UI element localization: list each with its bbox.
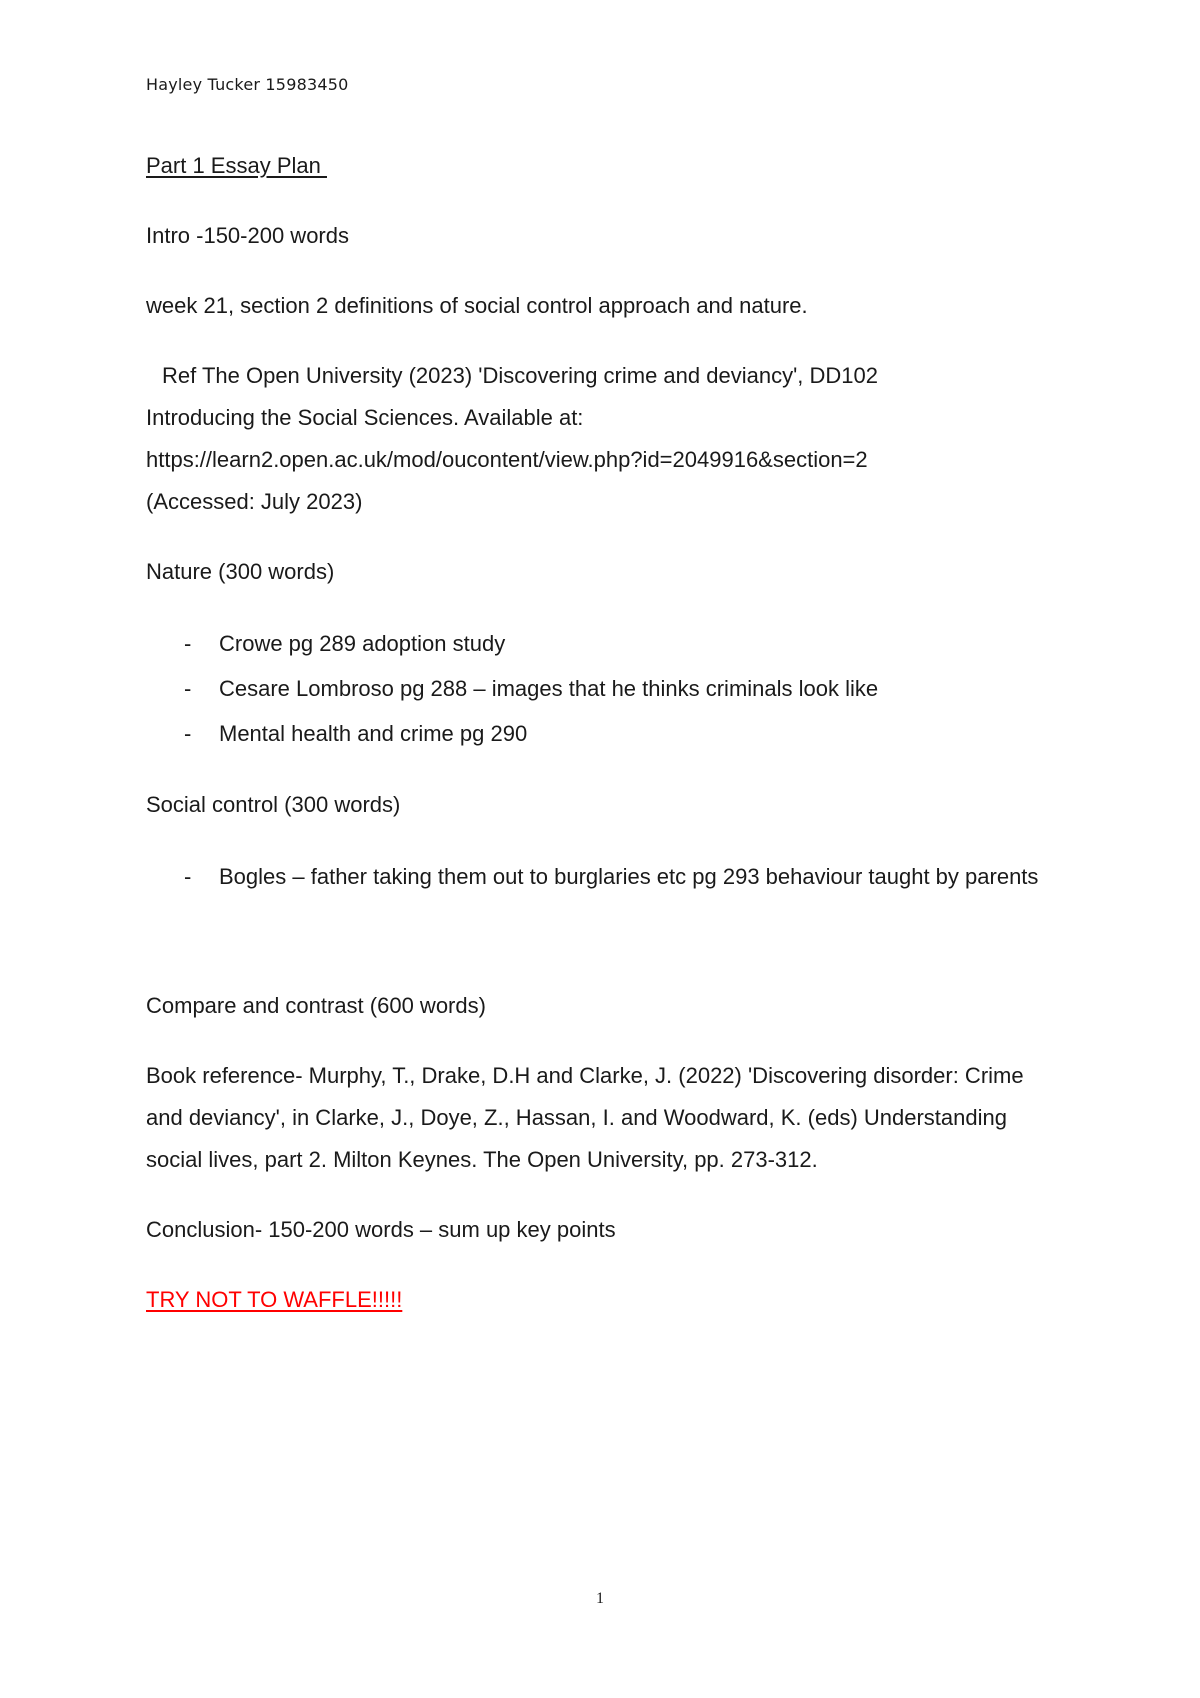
document-title bbox=[146, 145, 1066, 187]
reference-line-2: Introducing the Social Sciences. Available at: bbox=[146, 405, 584, 430]
list-item-text: Cesare Lombroso pg 288 – images that he thinks criminals look like bbox=[219, 676, 879, 701]
reference-open-university bbox=[146, 355, 1066, 523]
list-item-text: Bogles – father taking them out to burglaries etc pg 293 behaviour taught by parents bbox=[219, 864, 1039, 889]
list-marker: - bbox=[184, 676, 192, 701]
list-item bbox=[146, 854, 1066, 899]
reference-accessed: (Accessed: July 2023) bbox=[146, 489, 363, 514]
blank-spacer bbox=[146, 927, 1066, 985]
book-reference: Book reference- Murphy, T., Drake, D.H and Clarke, J. (2022) 'Discovering disorder: Crime and deviancy', in Clarke, J., Doye, Z., Hassan, I. and Woodward, K. (eds) Understanding social lives, part 2. Milton Keynes. The Open University, pp. 273-312. bbox=[146, 1063, 1024, 1172]
reference-url: https://learn2.open.ac.uk/mod/oucontent/view.php?id=2049916&section=2 bbox=[146, 447, 868, 472]
document-body bbox=[146, 145, 1066, 1349]
title-text: Part 1 Essay Plan bbox=[146, 153, 327, 178]
nature-list bbox=[146, 621, 1066, 756]
list-item bbox=[146, 711, 1066, 756]
reference-line-1: Ref The Open University (2023) 'Discovering crime and deviancy', DD102 bbox=[162, 363, 878, 388]
list-item-text: Mental health and crime pg 290 bbox=[219, 721, 528, 746]
page-number: 1 bbox=[596, 1590, 604, 1607]
compare-contrast-heading: Compare and contrast (600 words) bbox=[146, 993, 486, 1018]
conclusion-text: Conclusion- 150-200 words – sum up key points bbox=[146, 1217, 616, 1242]
list-item bbox=[146, 666, 1066, 711]
social-control-list bbox=[146, 854, 1066, 899]
intro-heading: Intro -150-200 words bbox=[146, 223, 349, 248]
warning-note bbox=[146, 1279, 1066, 1321]
list-item-text: Crowe pg 289 adoption study bbox=[219, 631, 506, 656]
social-control-heading: Social control (300 words) bbox=[146, 792, 401, 817]
intro-text: week 21, section 2 definitions of social control approach and nature. bbox=[146, 293, 808, 318]
list-item bbox=[146, 621, 1066, 666]
nature-heading: Nature (300 words) bbox=[146, 559, 335, 584]
warning-text: TRY NOT TO WAFFLE!!!!! bbox=[146, 1287, 403, 1312]
list-marker: - bbox=[184, 864, 192, 889]
header-author-line: Hayley Tucker 15983450 bbox=[146, 75, 349, 94]
list-marker: - bbox=[184, 631, 192, 656]
list-marker: - bbox=[184, 721, 192, 746]
